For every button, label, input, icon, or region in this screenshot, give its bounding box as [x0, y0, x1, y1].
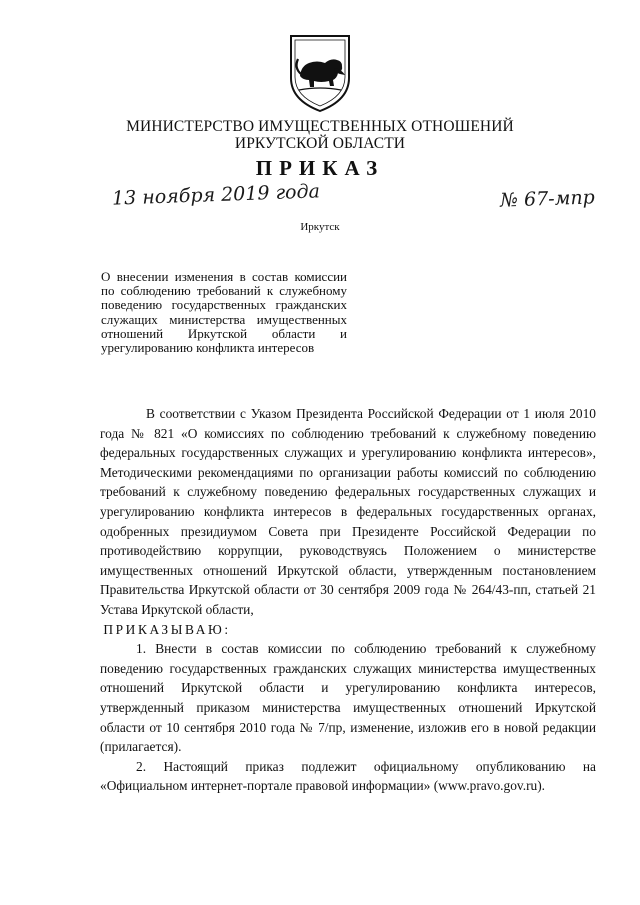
handwritten-date: 13 ноября 2019 года [111, 180, 321, 210]
handwritten-number: № 67-мпр [499, 186, 596, 212]
city-label: Иркутск [300, 221, 340, 233]
region-name: ИРКУТСКОЙ ОБЛАСТИ [234, 135, 406, 152]
order-subject: О внесении изменения в состав комиссии по соблюдению требований к служебному поведению государственных гражданских служащих министерства имущественных отношений Иркутской области и урегулированию конфликта интересов [101, 269, 347, 356]
order-verb-text: ПРИКАЗЫВАЮ: [103, 621, 231, 637]
irkutsk-coat-of-arms-icon [287, 30, 353, 114]
order-body [100, 404, 596, 796]
order-item-2: 2. Настоящий приказ подлежит официальному опубликованию на «Официальном интернет-портале правовой информации» (www.pravo.gov.ru). [100, 758, 596, 794]
preamble-paragraph: В соответствии с Указом Президента Российской Федерации от 1 июля 2010 года № 821 «О комиссиях по соблюдению требований к служебному поведению федеральных государственных служащих и урегулированию конфликта интересов», Методическими рекомендациями по организации работы комиссий по соблюдению требований к служебному поведению федеральных государственных служащих и урегулированию конфликта интересов в федеральных государственных органах, одобренных президиумом Совета при Президенте Российской Федерации по противодействию коррупции, руководствуясь Положением о министерстве имущественных отношений Иркутской области, утвержденным постановлением Правительства Иркутской области от 30 сентября 2009 года № 264/43-пп, статьей 21 Устава Иркутской области, [100, 406, 596, 617]
document-title: ПРИКАЗ [255, 156, 385, 180]
ministry-name: МИНИСТЕРСТВО ИМУЩЕСТВЕННЫХ ОТНОШЕНИЙ [126, 118, 514, 135]
order-verb [100, 620, 596, 640]
order-item-1: 1. Внести в состав комиссии по соблюдению требований к служебному поведению государственных гражданских служащих министерства имущественных отношений Иркутской области и урегулированию конфликта интересов, утвержденный приказом министерства имущественных отношений Иркутской области от 10 сентября 2010 года № 7/пр, изменение, изложив его в новой редакции (прилагается). [100, 641, 596, 755]
